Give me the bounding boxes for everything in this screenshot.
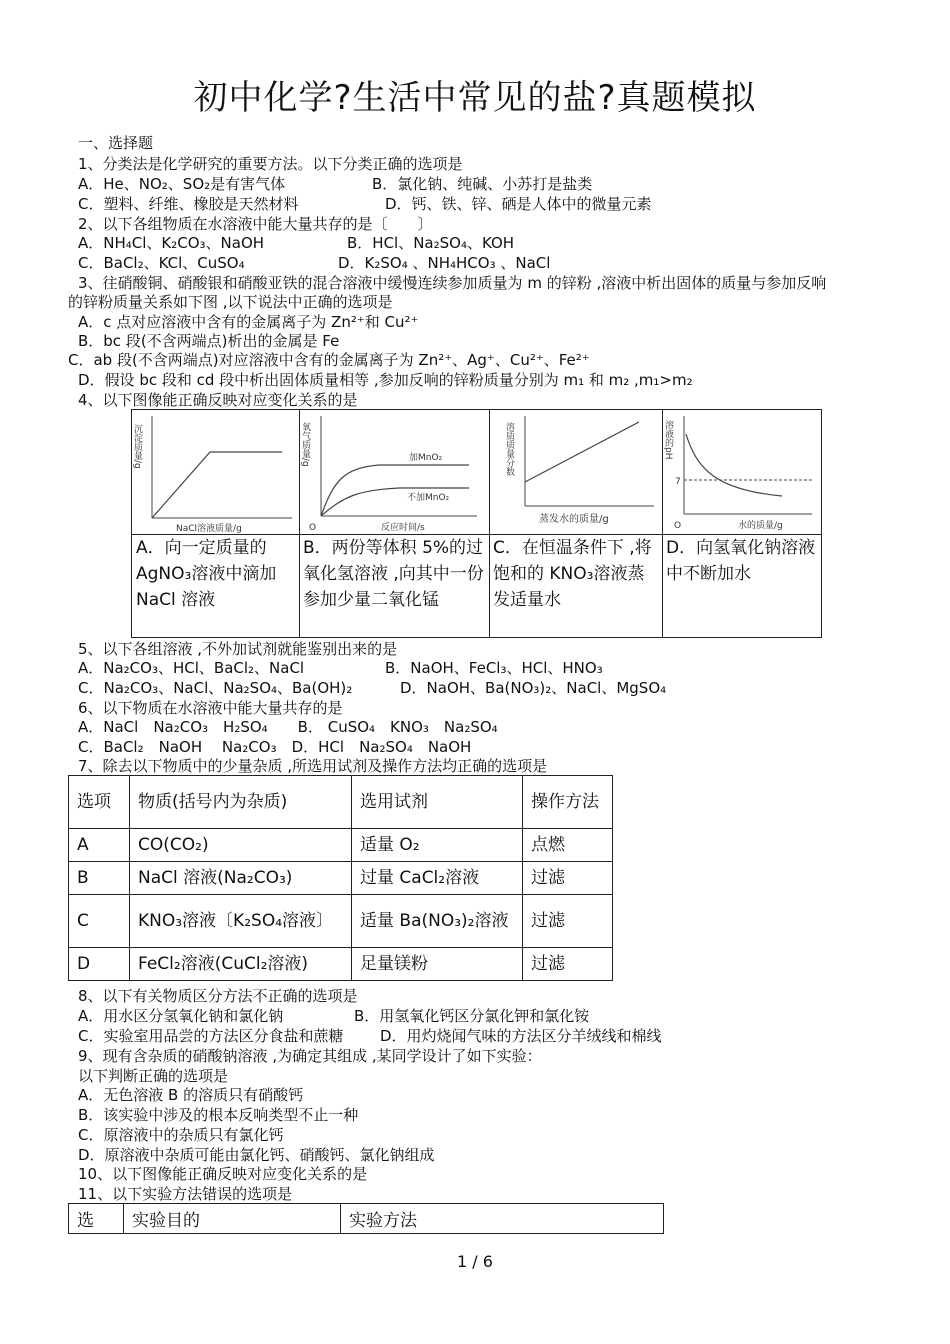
table-cell: 过滤 <box>523 948 613 981</box>
q4-graph-b <box>299 410 490 637</box>
graph-b-caption: B．两份等体积 5%的过氧化氢溶液 ,向其中一份参加少量二氧化锰 <box>299 534 489 613</box>
header-cell: 实验目的 <box>124 1204 341 1234</box>
header-cell: 选 <box>69 1204 124 1234</box>
table-row <box>69 862 613 895</box>
q4-graph-d <box>662 410 821 637</box>
q9-lead: 以下判断正确的选项是 <box>78 1067 229 1085</box>
q6-stem: 6、以下物质在水溶液中能大量共存的是 <box>78 699 343 717</box>
header-cell: 实验方法 <box>341 1204 664 1234</box>
table-cell: B <box>69 862 130 895</box>
q7-table <box>68 775 613 981</box>
table-cell: FeCl₂溶液(CuCl₂溶液) <box>130 948 352 981</box>
header-cell: 物质(括号内为杂质) <box>130 776 352 829</box>
graph-c-xlabel: 蒸发水的质量/g <box>539 514 609 525</box>
graph-b-origin: O <box>309 523 317 533</box>
header-cell: 选项 <box>69 776 130 829</box>
graph-c-ylabel: 溶质质量分数 <box>504 422 514 476</box>
q1-option-a: A．He、NO₂、SO₂是有害气体 <box>78 175 286 193</box>
page-title: 初中化学?生活中常见的盐?真题模拟 <box>193 78 757 118</box>
table-cell: D <box>69 948 130 981</box>
q8-option-b: B．用氢氧化钙区分氯化钾和氯化铵 <box>354 1007 590 1025</box>
q4-graph-a <box>132 410 300 637</box>
graph-c-plot <box>489 410 662 534</box>
q8-option-c: C．实验室用品尝的方法区分食盐和蔗糖 <box>78 1027 344 1045</box>
table-header <box>69 776 613 829</box>
table-header <box>69 1204 664 1234</box>
q9-option-d: D．原溶液中杂质可能由氯化钙、硝酸钙、氯化钠组成 <box>78 1146 435 1164</box>
q5-stem: 5、以下各组溶液 ,不外加试剂就能鉴别出来的是 <box>78 640 398 658</box>
q8-option-a: A．用水区分氢氧化钠和氯化钠 <box>78 1007 284 1025</box>
q3-option-c: C．ab 段(不含两端点)对应溶液中含有的金属离子为 Zn²⁺、Ag⁺、Cu²⁺、Fe²⁺ <box>68 351 590 369</box>
q3-option-a: A．c 点对应溶液中含有的金属离子为 Zn²⁺和 Cu²⁺ <box>78 313 419 331</box>
q8-option-d: D．用灼烧闻气味的方法区分羊绒线和棉线 <box>380 1027 662 1045</box>
table-cell: 过滤 <box>523 862 613 895</box>
table-cell: 适量 Ba(NO₃)₂溶液 <box>352 895 523 948</box>
q5-option-b: B．NaOH、FeCl₃、HCl、HNO₃ <box>385 659 603 677</box>
table-cell: 适量 O₂ <box>352 829 523 862</box>
q1-option-b: B．氯化钠、纯碱、小苏打是盐类 <box>372 175 593 193</box>
q2-option-b: B．HCl、Na₂SO₄、KOH <box>347 234 515 252</box>
q4-graph-c <box>489 410 663 637</box>
table-cell: A <box>69 829 130 862</box>
graph-a-plot <box>132 410 299 534</box>
table-row <box>69 948 613 981</box>
table-cell: 点燃 <box>523 829 613 862</box>
q5-option-d: D．NaOH、Ba(NO₃)₂、NaCl、MgSO₄ <box>400 679 667 697</box>
table-cell: 过量 CaCl₂溶液 <box>352 862 523 895</box>
table-row <box>69 895 613 948</box>
q3-stem-line1: 3、往硝酸铜、硝酸银和硝酸亚铁的混合溶液中缓慢连续参加质量为 m 的锌粉 ,溶液中析出固体的质量与参加反响 <box>78 274 827 292</box>
page-number: 1 / 6 <box>457 1252 493 1271</box>
header-cell: 选用试剂 <box>352 776 523 829</box>
graph-d-tick: 7 <box>675 477 681 487</box>
q2-stem: 2、以下各组物质在水溶液中能大量共存的是〔 〕 <box>78 215 433 233</box>
table-cell: 足量镁粉 <box>352 948 523 981</box>
graph-a-xlabel: NaCl溶液质量/g <box>176 524 242 534</box>
q5-option-c: C．Na₂CO₃、NaCl、Na₂SO₄、Ba(OH)₂ <box>78 679 353 697</box>
graph-b-curve2: 不加MnO₂ <box>407 493 450 503</box>
graph-b-xlabel: 反应时间/s <box>381 523 425 533</box>
q4-stem: 4、以下图像能正确反映对应变化关系的是 <box>78 391 358 409</box>
graph-c-caption: C．在恒温条件下 ,将饱和的 KNO₃溶液蒸发适量水 <box>489 534 662 613</box>
q1-option-c: C．塑料、纤维、橡胶是天然材料 <box>78 195 299 213</box>
table-cell: KNO₃溶液〔K₂SO₄溶液〕 <box>130 895 352 948</box>
q3-stem-line2: 的锌粉质量关系如下图 ,以下说法中正确的选项是 <box>68 293 393 311</box>
q9-option-a: A．无色溶液 B 的溶质只有硝酸钙 <box>78 1086 304 1104</box>
q6-row2: C．BaCl₂ NaOH Na₂CO₃ D．HCl Na₂SO₄ NaOH <box>78 738 472 756</box>
q1-option-d: D．钙、铁、锌、硒是人体中的微量元素 <box>385 195 652 213</box>
graph-a-ylabel: 沉淀质量/g <box>132 424 142 469</box>
graph-d-ylabel: 溶液的pH <box>663 420 673 460</box>
graph-d-caption: D．向氢氧化钠溶液中不断加水 <box>662 534 821 587</box>
q2-option-c: C．BaCl₂、KCl、CuSO₄ <box>78 254 245 272</box>
q11-stem: 11、以下实验方法错误的选项是 <box>78 1185 293 1203</box>
table-cell: 过滤 <box>523 895 613 948</box>
q6-row1: A．NaCl Na₂CO₃ H₂SO₄ B． CuSO₄ KNO₃ Na₂SO₄ <box>78 718 498 736</box>
q2-option-d: D．K₂SO₄ 、NH₄HCO₃ 、NaCl <box>338 254 551 272</box>
graph-b-ylabel: 氧气质量/g <box>300 422 310 467</box>
q8-stem: 8、以下有关物质区分方法不正确的选项是 <box>78 987 358 1005</box>
q11-table <box>68 1203 664 1234</box>
graph-d-origin: O <box>674 521 682 531</box>
q7-stem: 7、除去以下物质中的少量杂质 ,所选用试剂及操作方法均正确的选项是 <box>78 757 548 775</box>
table-cell: C <box>69 895 130 948</box>
q5-option-a: A．Na₂CO₃、HCl、BaCl₂、NaCl <box>78 659 305 677</box>
table-cell: NaCl 溶液(Na₂CO₃) <box>130 862 352 895</box>
table-cell: CO(CO₂) <box>130 829 352 862</box>
q9-option-b: B．该实验中涉及的根本反响类型不止一种 <box>78 1106 359 1124</box>
graph-b-curve1: 加MnO₂ <box>409 453 443 463</box>
graph-d-plot <box>662 410 821 534</box>
q9-option-c: C．原溶液中的杂质只有氯化钙 <box>78 1126 284 1144</box>
q10-stem: 10、以下图像能正确反映对应变化关系的是 <box>78 1165 368 1183</box>
q1-stem: 1、分类法是化学研究的重要方法。以下分类正确的选项是 <box>78 155 463 173</box>
q3-option-b: B．bc 段(不含两端点)析出的金属是 Fe <box>78 332 340 350</box>
header-cell: 操作方法 <box>523 776 613 829</box>
q3-option-d: D．假设 bc 段和 cd 段中析出固体质量相等 ,参加反响的锌粉质量分别为 m₁ 和 m₂ ,m₁>m₂ <box>78 371 693 389</box>
table-row <box>69 829 613 862</box>
graph-a-caption: A．向一定质量的 AgNO₃溶液中滴加 NaCl 溶液 <box>132 534 299 613</box>
q4-graph-table <box>131 409 822 638</box>
graph-d-xlabel: 水的质量/g <box>738 521 783 531</box>
q9-stem: 9、现有含杂质的硝酸钠溶液 ,为确定其组成 ,某同学设计了如下实验： <box>78 1047 542 1065</box>
section-heading: 一、选择题 <box>78 134 154 152</box>
graph-b-plot <box>299 410 489 534</box>
q2-option-a: A．NH₄Cl、K₂CO₃、NaOH <box>78 234 265 252</box>
